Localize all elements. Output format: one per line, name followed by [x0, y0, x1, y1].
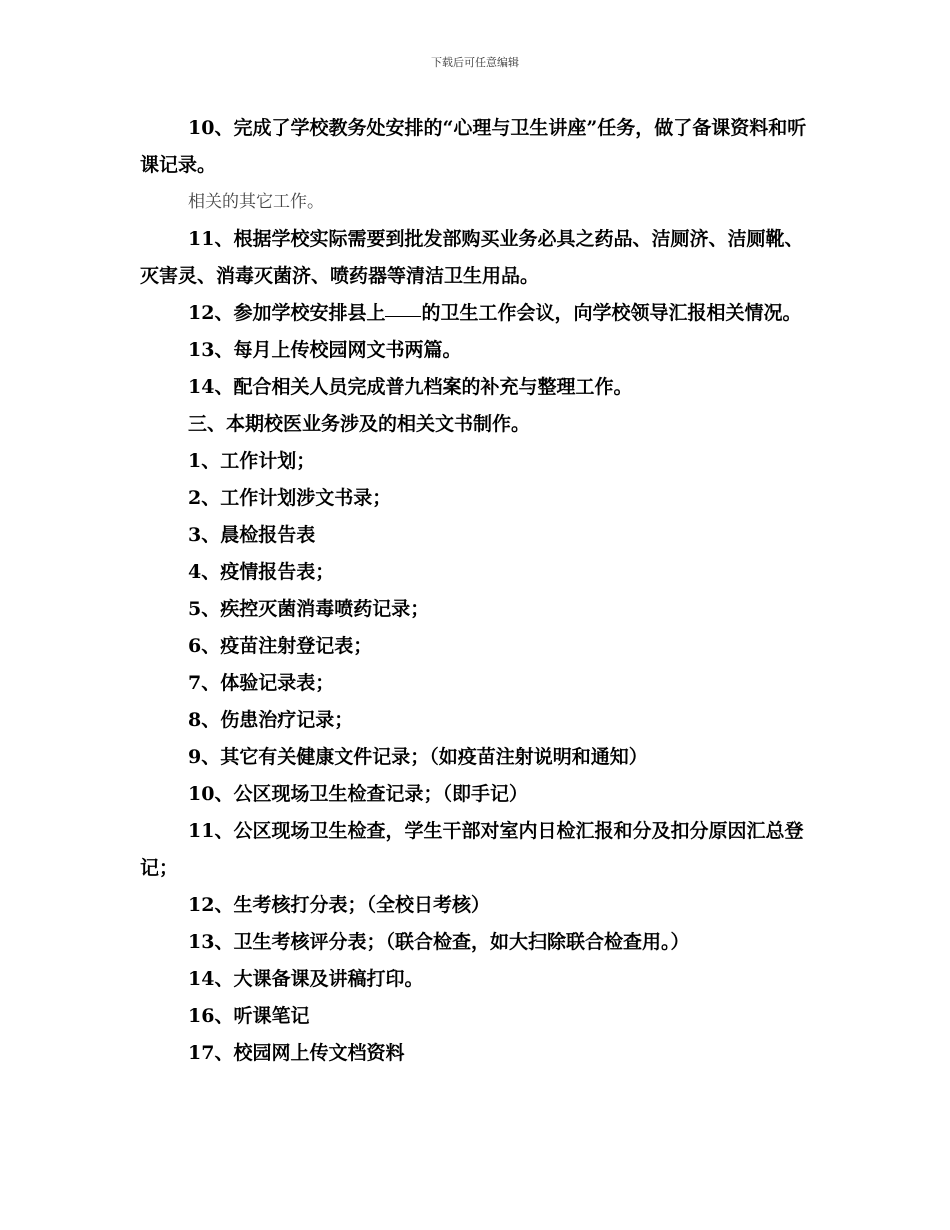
document-body — [140, 110, 812, 1072]
paragraph-item-11: 11、根据学校实际需要到批发部购买业务必具之药品、洁厕济、洁厕靴、灭害灵、消毒灭菌济、喷药器等清洁卫生用品。 — [140, 228, 804, 287]
list-item-13: 13、卫生考核评分表；（联合检查，如大扫除联合检查用。） — [188, 931, 690, 953]
list-item-17: 17、校园网上传文档资料 — [188, 1042, 405, 1064]
list-item-8: 8、伤患治疗记录； — [188, 709, 354, 731]
fill-in-blank — [385, 315, 421, 317]
list-item-10: 10、公区现场卫生检查记录；（即手记） — [188, 783, 528, 805]
list-item-4: 4、疫情报告表； — [188, 561, 335, 583]
list-item-1: 1、工作计划； — [188, 450, 316, 472]
section-heading-3: 三、本期校医业务涉及的相关文书制作。 — [188, 413, 531, 435]
paragraph-item-14: 14、配合相关人员完成普九档案的补充与整理工作。 — [188, 376, 633, 398]
list-item-6: 6、疫苗注射登记表； — [188, 635, 373, 657]
list-item-11: 11、公区现场卫生检查，学生干部对室内日检汇报和分及扣分原因汇总登记； — [140, 820, 804, 879]
paragraph-item-12-part2: 的卫生工作会议，向学校领导汇报相关情况。 — [421, 302, 802, 324]
list-item-16: 16、听课笔记 — [188, 1005, 310, 1027]
list-item-9: 9、其它有关健康文件记录；（如疫苗注射说明和通知） — [188, 746, 648, 768]
list-item-5: 5、疾控灭菌消毒喷药记录； — [188, 598, 430, 620]
list-item-7: 7、体验记录表； — [188, 672, 335, 694]
list-item-3: 3、晨检报告表 — [188, 524, 316, 546]
list-item-14: 14、大课备课及讲稿打印。 — [188, 968, 424, 990]
paragraph-item-12 — [140, 295, 812, 332]
paragraph-other-work: 相关的其它工作。 — [188, 192, 324, 212]
paragraph-item-12-part1: 12、参加学校安排县上 — [188, 302, 386, 324]
paragraph-item-10: 10、完成了学校教务处安排的“心理与卫生讲座”任务，做了备课资料和听课记录。 — [140, 117, 807, 176]
list-item-12: 12、生考核打分表；（全校日考核） — [188, 894, 490, 916]
page-header: 下载后可任意编辑 — [431, 56, 519, 69]
list-item-2: 2、工作计划涉文书录； — [188, 487, 392, 509]
paragraph-item-13: 13、每月上传校园网文书两篇。 — [188, 339, 462, 361]
